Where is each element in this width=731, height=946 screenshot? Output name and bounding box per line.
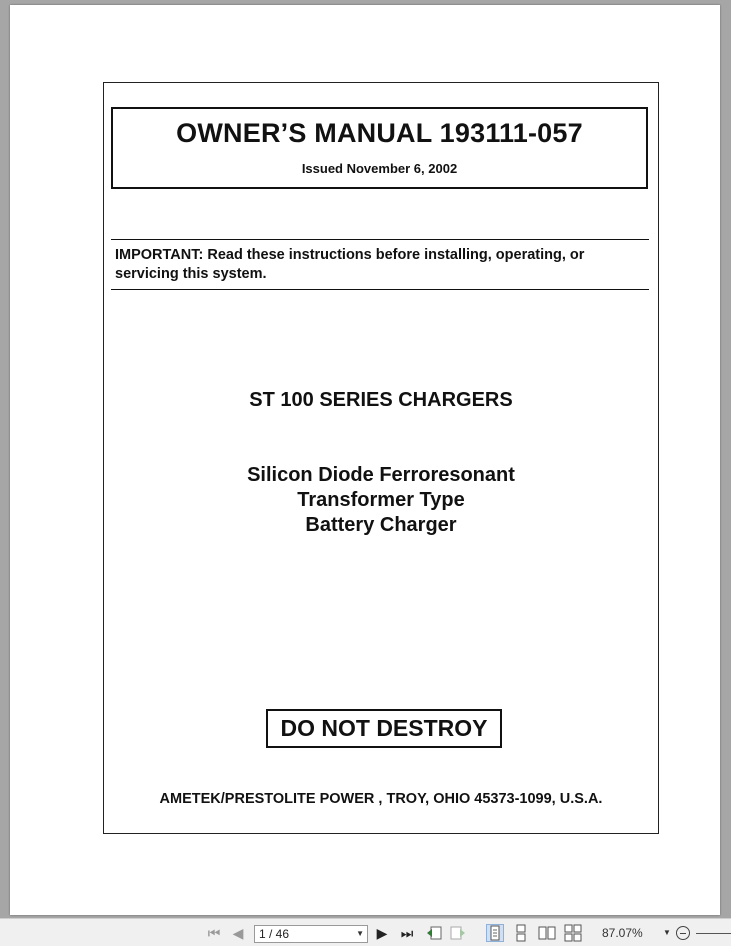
- last-page-icon[interactable]: ⏭: [400, 925, 414, 941]
- chevron-down-icon[interactable]: ▼: [663, 928, 671, 937]
- manual-title: OWNER’S MANUAL 193111-057: [176, 118, 583, 148]
- divider-bottom: [111, 289, 649, 290]
- do-not-destroy-box: DO NOT DESTROY: [266, 709, 502, 748]
- continuous-page-icon[interactable]: [512, 924, 530, 942]
- description-line: Transformer Type: [297, 489, 465, 511]
- next-page-icon[interactable]: ▶: [376, 925, 388, 941]
- page-number-input[interactable]: [254, 925, 368, 943]
- company-address: AMETEK/PRESTOLITE POWER , TROY, OHIO 45373-1099, U.S.A.: [159, 791, 603, 807]
- series-heading: ST 100 SERIES CHARGERS: [249, 389, 513, 411]
- product-description: [103, 463, 659, 538]
- description-line: Silicon Diode Ferroresonant: [247, 464, 515, 486]
- important-notice: IMPORTANT: Read these instructions before installing, operating, or servicing this system.: [115, 247, 585, 282]
- first-page-icon[interactable]: ⏮: [207, 925, 221, 941]
- pdf-page: [10, 5, 720, 915]
- zoom-out-icon[interactable]: [676, 926, 690, 940]
- divider-top: [111, 239, 649, 240]
- single-page-icon[interactable]: [486, 924, 504, 942]
- description-line: Battery Charger: [305, 514, 457, 536]
- issued-date: Issued November 6, 2002: [301, 161, 458, 176]
- zoom-level[interactable]: 87.07%: [602, 926, 643, 940]
- back-view-icon[interactable]: [425, 924, 443, 942]
- facing-pages-icon[interactable]: [538, 924, 556, 942]
- title-box: [111, 107, 648, 189]
- chevron-down-icon[interactable]: ▼: [356, 929, 364, 938]
- continuous-facing-icon[interactable]: [564, 924, 582, 942]
- previous-page-icon[interactable]: ◀: [232, 925, 244, 941]
- zoom-slider[interactable]: [696, 933, 731, 934]
- pdf-toolbar: [0, 918, 731, 946]
- forward-view-icon[interactable]: [449, 924, 467, 942]
- page-indicator: 1 / 46: [259, 927, 290, 941]
